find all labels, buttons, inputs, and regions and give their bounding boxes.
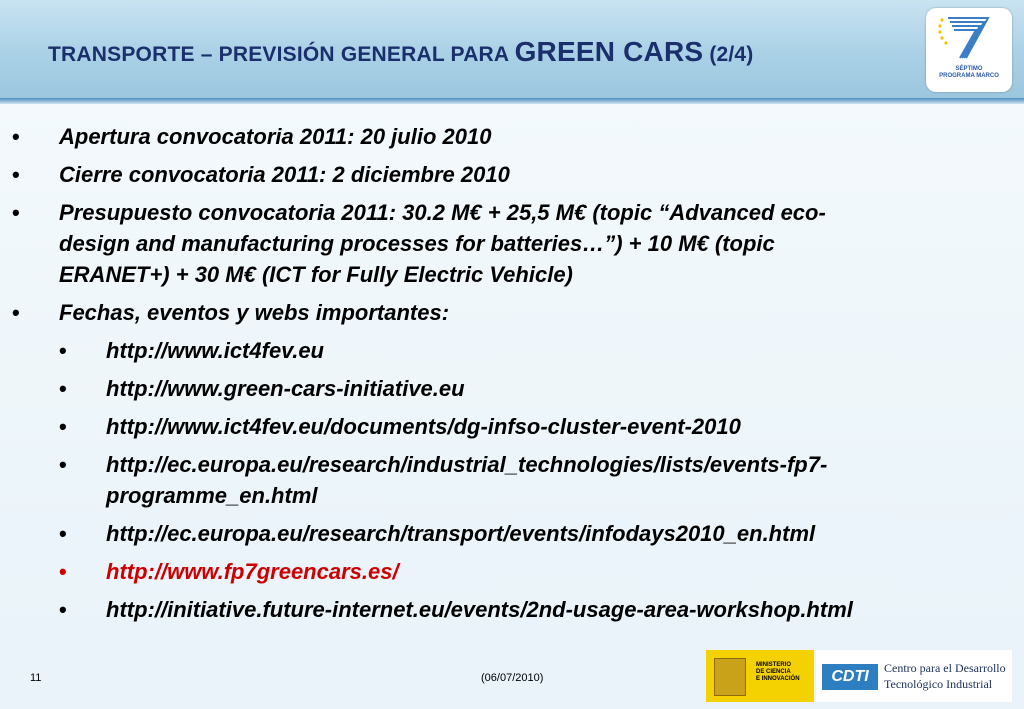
bullet-dot: • (59, 376, 67, 401)
fp7-seven-icon (926, 8, 1012, 68)
bullet-dot: • (59, 414, 67, 439)
link-text[interactable]: http://ec.europa.eu/research/transport/events/infodays2010_en.html (106, 521, 816, 546)
bullet-dot: • (12, 200, 20, 225)
link-item[interactable] (59, 411, 741, 442)
cdti-line2: Tecnológico Industrial (884, 677, 993, 691)
bullet-cierre (12, 159, 510, 190)
link-text-line2[interactable]: programme_en.html (106, 483, 318, 508)
bullet-dot: • (59, 597, 67, 622)
ministerio-text (756, 662, 800, 683)
ministerio-logo (706, 650, 814, 702)
bullet-text: Apertura convocatoria 2011: 20 julio 2010 (59, 124, 492, 149)
bullet-fechas (12, 297, 450, 328)
slide-date: (06/07/2010) (481, 672, 544, 684)
bullet-text: Fechas, eventos y webs importantes: (59, 300, 450, 325)
bullet-apertura (12, 121, 492, 152)
link-text[interactable]: http://www.ict4fev.eu (106, 338, 324, 363)
bullet-text: Cierre convocatoria 2011: 2 diciembre 2010 (59, 162, 510, 187)
bullet-presupuesto (12, 197, 826, 290)
link-text[interactable]: http://www.ict4fev.eu/documents/dg-infso-cluster-event-2010 (106, 414, 741, 439)
bullet-dot: • (12, 124, 20, 149)
bullet-dot: • (59, 521, 67, 546)
coat-of-arms-icon (714, 658, 746, 696)
ministerio-line3: E INNOVACIÓN (756, 676, 800, 682)
link-text[interactable]: http://initiative.future-internet.eu/events/2nd-usage-area-workshop.html (106, 597, 853, 622)
link-item[interactable] (59, 518, 816, 549)
link-text-line1[interactable]: http://ec.europa.eu/research/industrial_technologies/lists/events-fp7- (106, 452, 828, 477)
cdti-logo (816, 650, 1012, 702)
fp7-line2: PROGRAMA MARCO (939, 73, 999, 79)
bullet-dot: • (59, 452, 67, 477)
page-number: 11 (30, 672, 42, 684)
link-text[interactable]: http://www.fp7greencars.es/ (106, 559, 399, 584)
fp7-logo (926, 8, 1012, 92)
bullet-dot: • (12, 162, 20, 187)
title-part-2: GREEN CARS (514, 36, 704, 67)
link-item[interactable] (59, 373, 465, 404)
bullet-text-line2: design and manufacturing processes for batteries…”) + 10 M€ (topic (59, 231, 775, 256)
title-part-3: (2/4) (709, 43, 754, 66)
cdti-text (884, 660, 1006, 692)
link-item[interactable] (59, 335, 324, 366)
cdti-line1: Centro para el Desarrollo (884, 661, 1006, 675)
fp7-line1: SÉPTIMO (955, 66, 983, 72)
bullet-dot: • (12, 300, 20, 325)
link-item-highlighted[interactable] (59, 556, 399, 587)
ministerio-line2: DE CIENCIA (756, 669, 791, 675)
title-part-1: TRANSPORTE – PREVISIÓN GENERAL PARA (48, 43, 509, 66)
bullet-text-line3: ERANET+) + 30 M€ (ICT for Fully Electric Vehicle) (59, 262, 573, 287)
ministerio-line1: MINISTERIO (756, 662, 792, 668)
cdti-mark: CDTI (822, 664, 878, 690)
slide-header (0, 0, 1024, 100)
bullet-text-line1: Presupuesto convocatoria 2011: 30.2 M€ + 25,5 M€ (topic “Advanced eco- (59, 200, 826, 225)
fp7-logo-text (926, 66, 1012, 80)
link-item[interactable] (59, 449, 828, 511)
link-text[interactable]: http://www.green-cars-initiative.eu (106, 376, 465, 401)
link-item[interactable] (59, 594, 853, 625)
bullet-dot: • (59, 559, 67, 584)
slide-title (48, 36, 754, 68)
bullet-dot: • (59, 338, 67, 363)
